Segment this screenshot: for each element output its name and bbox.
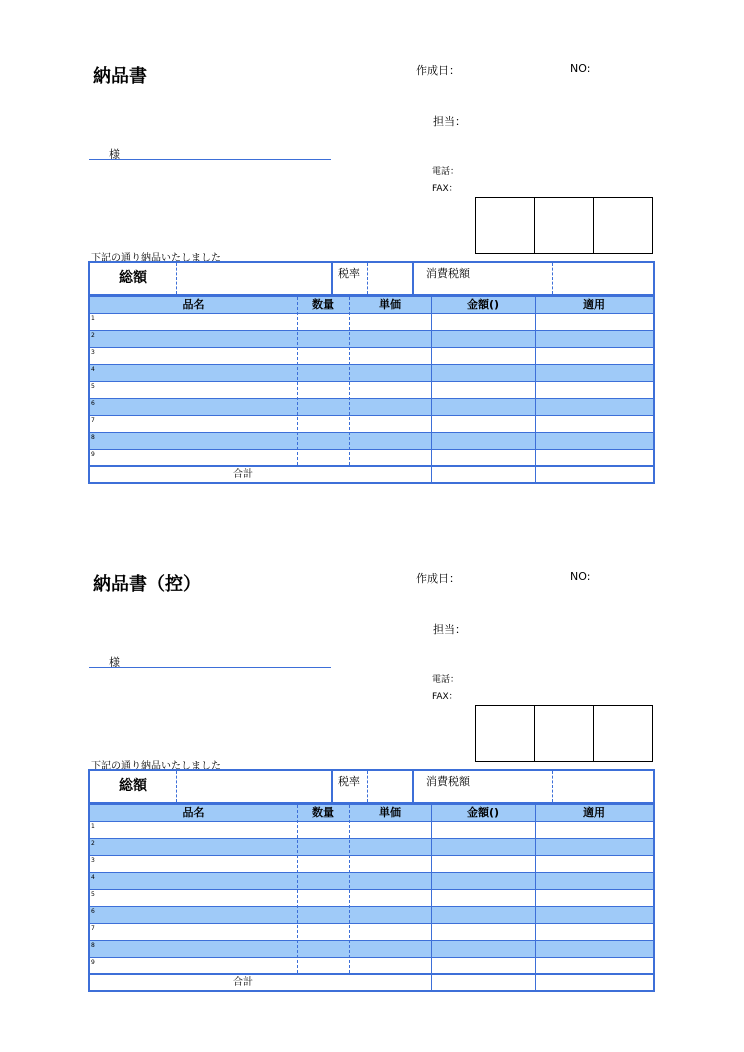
row-number: 8 xyxy=(91,434,95,441)
table-header xyxy=(90,297,653,314)
total-row-label: 合計 xyxy=(233,469,253,480)
table-row xyxy=(90,399,653,416)
items-table xyxy=(88,803,655,992)
table-row xyxy=(90,348,653,365)
table-row xyxy=(90,416,653,433)
tax-amount-label: 消費税額 xyxy=(426,775,470,788)
table-row xyxy=(90,839,653,856)
column-header-item: 品名 xyxy=(182,298,205,311)
row-number: 7 xyxy=(91,417,95,424)
table-header xyxy=(90,805,653,822)
row-number: 2 xyxy=(91,332,95,339)
row-number: 5 xyxy=(91,383,95,390)
column-divider xyxy=(297,805,298,973)
tax-rate-label: 税率 xyxy=(338,775,360,788)
summary-divider xyxy=(412,771,414,802)
recipient-underline xyxy=(89,159,331,160)
stamp-box xyxy=(476,706,534,761)
table-row xyxy=(90,873,653,890)
stamp-box xyxy=(476,198,534,253)
delivery-note-sheet xyxy=(0,0,744,500)
summary-divider xyxy=(552,771,553,802)
row-number: 9 xyxy=(91,959,95,966)
row-number: 3 xyxy=(91,349,95,356)
document-number-label: NO: xyxy=(570,62,591,75)
table-row xyxy=(90,941,653,958)
row-number: 6 xyxy=(91,908,95,915)
column-divider xyxy=(431,297,432,482)
summary-divider xyxy=(367,263,368,294)
total-row xyxy=(90,975,653,991)
table-row xyxy=(90,314,653,331)
phone-label: 電話： xyxy=(432,167,460,177)
table-row xyxy=(90,924,653,941)
column-header-quantity: 数量 xyxy=(312,298,334,311)
summary-box xyxy=(88,769,655,804)
column-divider xyxy=(535,805,536,990)
column-header-remarks: 適用 xyxy=(583,298,605,311)
summary-divider xyxy=(176,263,177,294)
table-row xyxy=(90,365,653,382)
stamp-box xyxy=(534,706,593,761)
column-header-unit-price: 単価 xyxy=(379,298,401,311)
fax-label: FAX： xyxy=(432,692,458,702)
fax-label: FAX： xyxy=(432,184,458,194)
summary-box xyxy=(88,261,655,296)
stamp-box xyxy=(593,706,652,761)
table-row xyxy=(90,890,653,907)
row-number: 1 xyxy=(91,823,95,830)
table-row xyxy=(90,433,653,450)
column-header-quantity: 数量 xyxy=(312,806,334,819)
delivery-note-message: 下記の通り納品いたしました xyxy=(91,253,221,264)
total-amount-label: 総額 xyxy=(119,270,147,286)
table-row xyxy=(90,856,653,873)
summary-divider xyxy=(331,771,333,802)
row-number: 2 xyxy=(91,840,95,847)
summary-divider xyxy=(331,263,333,294)
summary-divider xyxy=(367,771,368,802)
person-in-charge-label: 担当： xyxy=(433,623,466,636)
phone-label: 電話： xyxy=(432,675,460,685)
person-in-charge-label: 担当： xyxy=(433,115,466,128)
column-header-remarks: 適用 xyxy=(583,806,605,819)
row-number: 7 xyxy=(91,925,95,932)
column-header-amount: 金額() xyxy=(466,298,500,311)
column-divider xyxy=(349,297,350,465)
column-divider xyxy=(431,805,432,990)
column-header-item: 品名 xyxy=(182,806,205,819)
recipient-honorific: 様 xyxy=(109,148,120,161)
recipient-underline xyxy=(89,667,331,668)
row-number: 1 xyxy=(91,315,95,322)
table-row xyxy=(90,331,653,348)
tax-rate-label: 税率 xyxy=(338,267,360,280)
total-row xyxy=(90,467,653,483)
items-table xyxy=(88,295,655,484)
row-number: 9 xyxy=(91,451,95,458)
row-number: 4 xyxy=(91,874,95,881)
delivery-note-message: 下記の通り納品いたしました xyxy=(91,761,221,772)
delivery-note-sheet xyxy=(0,508,744,1008)
table-row xyxy=(90,907,653,924)
tax-amount-label: 消費税額 xyxy=(426,267,470,280)
row-number: 6 xyxy=(91,400,95,407)
column-divider xyxy=(349,805,350,973)
table-row xyxy=(90,822,653,839)
created-date-label: 作成日： xyxy=(416,572,460,585)
total-row-label: 合計 xyxy=(233,977,253,988)
summary-divider xyxy=(176,771,177,802)
recipient-honorific: 様 xyxy=(109,656,120,669)
row-number: 8 xyxy=(91,942,95,949)
document-title: 納品書（控） xyxy=(93,574,201,595)
stamp-box xyxy=(534,198,593,253)
table-row xyxy=(90,382,653,399)
summary-divider xyxy=(412,263,414,294)
column-header-amount: 金額() xyxy=(466,806,500,819)
stamp-boxes xyxy=(475,197,653,254)
row-number: 3 xyxy=(91,857,95,864)
column-divider xyxy=(535,297,536,482)
stamp-box xyxy=(593,198,652,253)
column-divider xyxy=(297,297,298,465)
column-header-unit-price: 単価 xyxy=(379,806,401,819)
summary-divider xyxy=(552,263,553,294)
document-title: 納品書 xyxy=(93,66,147,87)
document-number-label: NO: xyxy=(570,570,591,583)
created-date-label: 作成日： xyxy=(416,64,460,77)
stamp-boxes xyxy=(475,705,653,762)
row-number: 4 xyxy=(91,366,95,373)
row-number: 5 xyxy=(91,891,95,898)
total-amount-label: 総額 xyxy=(119,778,147,794)
